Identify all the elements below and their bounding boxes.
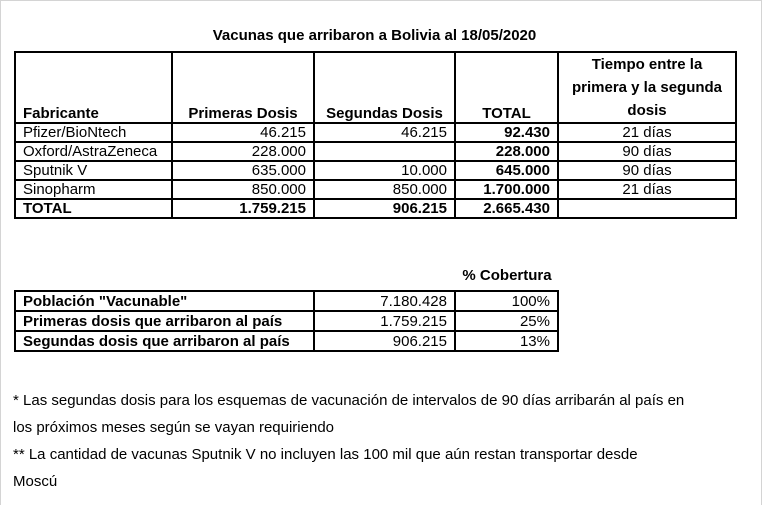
coverage-column-header: % Cobertura bbox=[462, 267, 552, 284]
cell-tiempo: 21 días bbox=[558, 123, 736, 142]
vaccines-table bbox=[14, 51, 737, 219]
cell-coverage-label: Población "Vacunable" bbox=[15, 291, 314, 311]
coverage-row-poblacion bbox=[15, 291, 558, 311]
cell-total: 645.000 bbox=[455, 161, 558, 180]
vaccine-row-sinopharm bbox=[15, 180, 736, 199]
cell-fabricante: Sputnik V bbox=[15, 161, 172, 180]
cell-tiempo: 90 días bbox=[558, 142, 736, 161]
cell-segundas-dosis-total: 906.215 bbox=[314, 199, 455, 218]
cell-fabricante-total: TOTAL bbox=[15, 199, 172, 218]
cell-coverage-value: 906.215 bbox=[314, 331, 455, 351]
cell-primeras-dosis-total: 1.759.215 bbox=[172, 199, 314, 218]
col-header-fabricante: Fabricante bbox=[15, 52, 172, 123]
footnotes bbox=[13, 387, 758, 495]
cell-coverage-percent: 25% bbox=[455, 311, 558, 331]
cell-tiempo: 21 días bbox=[558, 180, 736, 199]
col-header-total: TOTAL bbox=[455, 52, 558, 123]
cell-tiempo: 90 días bbox=[558, 161, 736, 180]
coverage-row-segundas bbox=[15, 331, 558, 351]
cell-total-total: 2.665.430 bbox=[455, 199, 558, 218]
cell-segundas-dosis bbox=[314, 142, 455, 161]
cell-total: 1.700.000 bbox=[455, 180, 558, 199]
cell-segundas-dosis: 10.000 bbox=[314, 161, 455, 180]
col-header-segundas-dosis: Segundas Dosis bbox=[314, 52, 455, 123]
cell-fabricante: Sinopharm bbox=[15, 180, 172, 199]
cell-total: 92.430 bbox=[455, 123, 558, 142]
document-title: Vacunas que arribaron a Bolivia al 18/05/2020 bbox=[212, 27, 537, 44]
cell-coverage-label: Segundas dosis que arribaron al país bbox=[15, 331, 314, 351]
coverage-table bbox=[14, 290, 559, 352]
cell-coverage-percent: 13% bbox=[455, 331, 558, 351]
cell-primeras-dosis: 228.000 bbox=[172, 142, 314, 161]
vaccine-row-oxford bbox=[15, 142, 736, 161]
cell-total: 228.000 bbox=[455, 142, 558, 161]
footnote-1-line-1: * Las segundas dosis para los esquemas de vacunación de intervalos de 90 días arribarán al país en bbox=[13, 392, 685, 409]
cell-segundas-dosis: 46.215 bbox=[314, 123, 455, 142]
cell-coverage-value: 1.759.215 bbox=[314, 311, 455, 331]
vaccine-row-sputnik bbox=[15, 161, 736, 180]
cell-primeras-dosis: 46.215 bbox=[172, 123, 314, 142]
cell-tiempo-total bbox=[558, 199, 736, 218]
col-header-primeras-dosis: Primeras Dosis bbox=[172, 52, 314, 123]
vaccines-table-header-row bbox=[15, 52, 736, 123]
vaccine-row-pfizer bbox=[15, 123, 736, 142]
cell-coverage-value: 7.180.428 bbox=[314, 291, 455, 311]
cell-primeras-dosis: 635.000 bbox=[172, 161, 314, 180]
col-header-tiempo: Tiempo entre la primera y la segunda dosis bbox=[558, 52, 736, 123]
cell-segundas-dosis: 850.000 bbox=[314, 180, 455, 199]
cell-fabricante: Pfizer/BioNtech bbox=[15, 123, 172, 142]
cell-coverage-label: Primeras dosis que arribaron al país bbox=[15, 311, 314, 331]
vaccines-total-row bbox=[15, 199, 736, 218]
cell-coverage-percent: 100% bbox=[455, 291, 558, 311]
cell-primeras-dosis: 850.000 bbox=[172, 180, 314, 199]
coverage-row-primeras bbox=[15, 311, 558, 331]
cell-fabricante: Oxford/AstraZeneca bbox=[15, 142, 172, 161]
footnote-1-line-2: los próximos meses según se vayan requiriendo bbox=[13, 419, 334, 436]
footnote-2-line-2: Moscú bbox=[13, 473, 58, 490]
footnote-2-line-1: ** La cantidad de vacunas Sputnik V no incluyen las 100 mil que aún restan transportar desde bbox=[13, 446, 638, 463]
